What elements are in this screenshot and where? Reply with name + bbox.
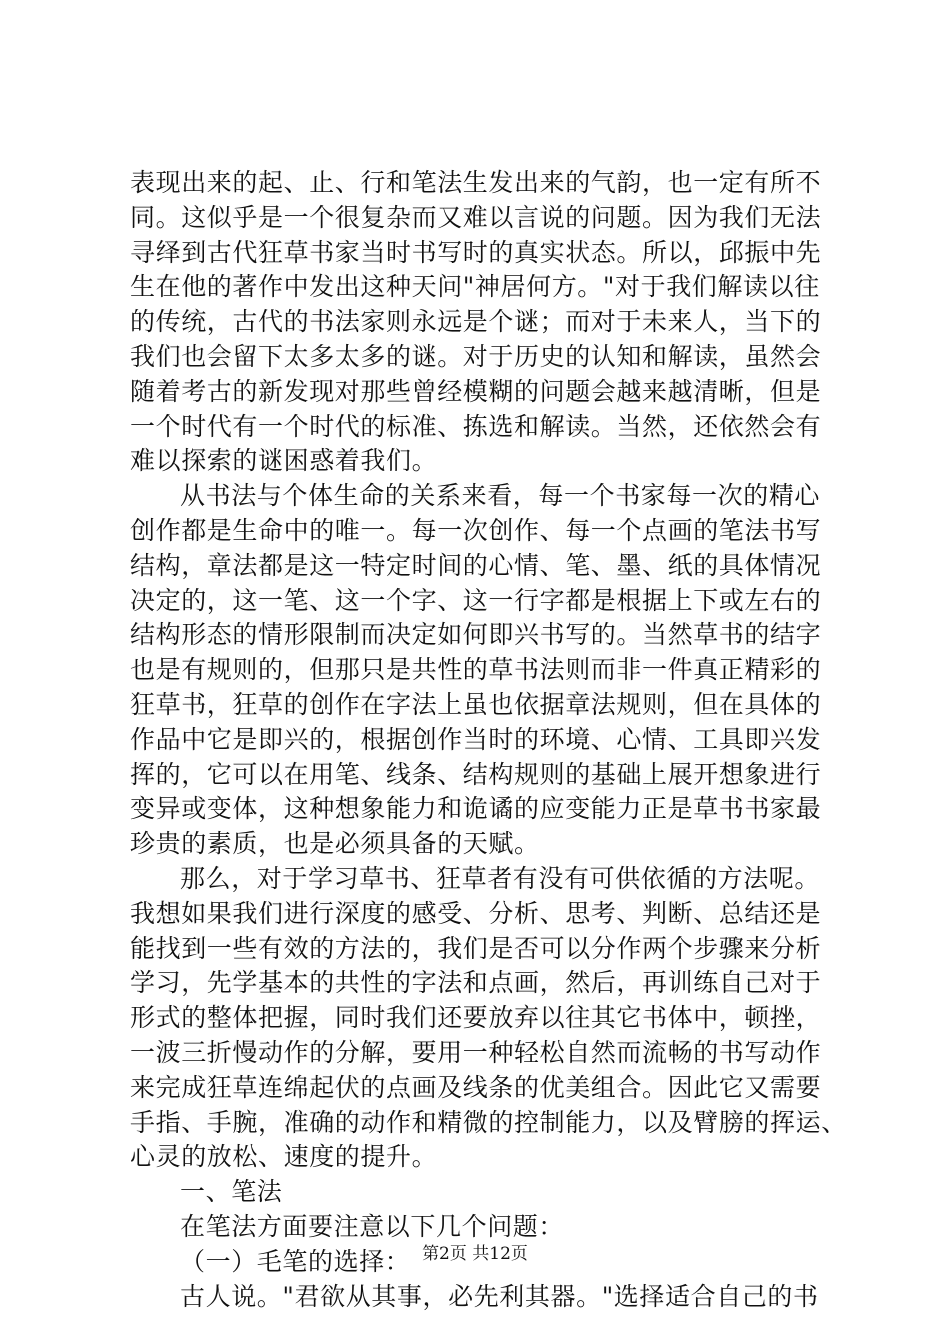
text-line: 表现出来的起、止、行和笔法生发出来的气韵，也一定有所不 bbox=[130, 168, 822, 197]
text-line: 一波三折慢动作的分解，要用一种轻松自然而流畅的书写动作 bbox=[130, 1037, 822, 1067]
text-line: 一个时代有一个时代的标准、拣选和解读。当然，还依然会有 bbox=[130, 411, 822, 441]
text-line: 随着考古的新发现对那些曾经模糊的问题会越来越清晰，但是 bbox=[130, 376, 822, 406]
paragraph-start-line: 那么，对于学习草书、狂草者有没有可供依循的方法呢。 bbox=[180, 863, 821, 893]
text-line: 创作都是生命中的唯一。每一次创作、每一个点画的笔法书写 bbox=[130, 515, 822, 545]
page-number-footer: 第2页 共12页 bbox=[422, 1244, 528, 1264]
text-line: 生在他的著作中发出这种天问"神居何方。"对于我们解读以往 bbox=[130, 272, 820, 302]
text-line: 我想如果我们进行深度的感受、分析、思考、判断、总结还是 bbox=[130, 898, 822, 928]
text-line: 也是有规则的，但那只是共性的草书法则而非一件真正精彩的 bbox=[130, 655, 822, 685]
text-line: 手指、手腕，准确的动作和精微的控制能力，以及臂膀的挥运、 bbox=[130, 1107, 847, 1137]
text-line: 心灵的放松、速度的提升。 bbox=[130, 1142, 438, 1172]
text-line: 难以探索的谜困惑着我们。 bbox=[130, 446, 438, 476]
section-heading: 一、笔法 bbox=[180, 1177, 283, 1207]
text-line: 结构，章法都是这一特定时间的心情、笔、墨、纸的具体情况 bbox=[130, 550, 822, 580]
text-line: 变异或变体，这种想象能力和诡谲的应变能力正是草书书家最 bbox=[130, 794, 822, 824]
text-line: 同。这似乎是一个很复杂而又难以言说的问题。因为我们无法 bbox=[130, 202, 822, 232]
paragraph-start-line: 在笔法方面要注意以下几个问题： bbox=[180, 1211, 565, 1241]
text-line: 我们也会留下太多太多的谜。对于历史的认知和解读，虽然会 bbox=[130, 341, 822, 371]
text-line: 能找到一些有效的方法的，我们是否可以分作两个步骤来分析 bbox=[130, 933, 822, 963]
text-line: 作品中它是即兴的，根据创作当时的环境、心情、工具即兴发 bbox=[130, 724, 822, 754]
paragraph-start-line: 古人说。"君欲从其事，必先利其器。"选择适合自己的书 bbox=[180, 1281, 819, 1311]
text-line: 结构形态的情形限制而决定如何即兴书写的。当然草书的结字 bbox=[130, 620, 822, 650]
text-line: 来完成狂草连绵起伏的点画及线条的优美组合。因此它又需要 bbox=[130, 1072, 822, 1102]
document-body bbox=[130, 166, 890, 1314]
text-line: 狂草书，狂草的创作在字法上虽也依据章法规则，但在具体的 bbox=[130, 689, 822, 719]
text-line: 学习，先学基本的共性的字法和点画，然后，再训练自己对于 bbox=[130, 968, 822, 998]
text-line: 形式的整体把握，同时我们还要放弃以往其它书体中，顿挫， bbox=[130, 1003, 822, 1033]
text-line: 决定的，这一笔、这一个字、这一行字都是根据上下或左右的 bbox=[130, 585, 822, 615]
paragraph-start-line: 从书法与个体生命的关系来看，每一个书家每一次的精心 bbox=[180, 481, 821, 511]
text-line: 珍贵的素质，也是必须具备的天赋。 bbox=[130, 829, 540, 859]
text-line: 的传统，古代的书法家则永远是个谜；而对于未来人，当下的 bbox=[130, 307, 822, 337]
text-line: 寻绎到古代狂草书家当时书写时的真实状态。所以，邱振中先 bbox=[130, 237, 822, 267]
text-line: 挥的，它可以在用笔、线条、结构规则的基础上展开想象进行 bbox=[130, 759, 822, 789]
subsection-heading: （一）毛笔的选择： bbox=[180, 1246, 411, 1276]
